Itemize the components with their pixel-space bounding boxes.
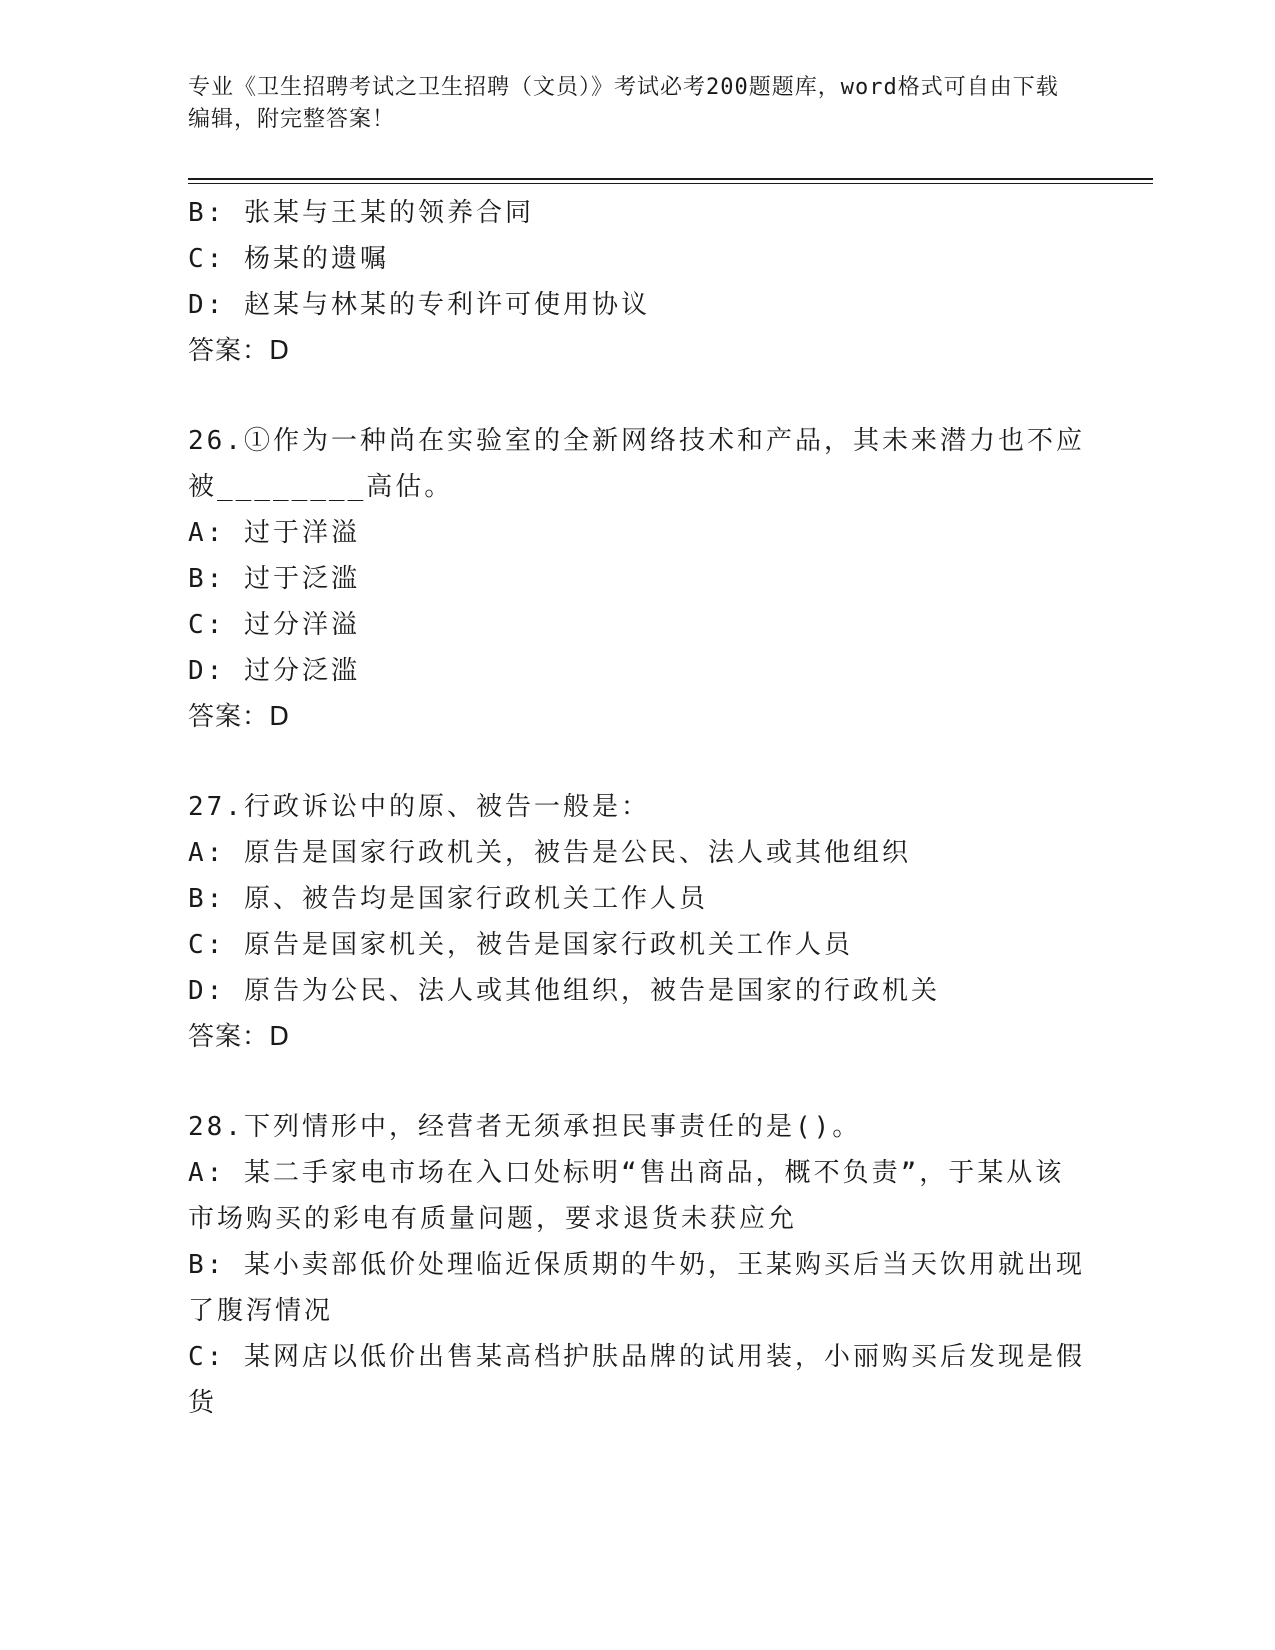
question-27 (188, 784, 1088, 1060)
document-header: 专业《卫生招聘考试之卫生招聘（文员）》考试必考200题题库，word格式可自由下载编辑，附完整答案！ (188, 75, 1059, 132)
option-c: C: 过分洋溢 (188, 610, 360, 640)
option-d: D: 赵某与林某的专利许可使用协议 (188, 290, 650, 320)
option-c: C: 某网店以低价出售某高档护肤品牌的试用装，小丽购买后发现是假货 (188, 1342, 1085, 1418)
question-28 (188, 1104, 1088, 1426)
answer-line: 答案：D (188, 336, 291, 366)
option-d: D: 过分泛滥 (188, 656, 360, 686)
option-c: C: 杨某的遗嘱 (188, 244, 389, 274)
option-b: B: 原、被告均是国家行政机关工作人员 (188, 884, 708, 914)
answer-line: 答案：D (188, 1022, 291, 1052)
answer-line: 答案：D (188, 702, 291, 732)
option-d: D: 原告为公民、法人或其他组织，被告是国家的行政机关 (188, 976, 940, 1006)
option-a: A: 原告是国家行政机关，被告是公民、法人或其他组织 (188, 838, 911, 868)
option-a: A: 某二手家电市场在入口处标明“售出商品，概不负责”，于某从该市场购买的彩电有质量问题，要求退货未获应允 (188, 1158, 1065, 1234)
spacer (188, 740, 1088, 784)
option-b: B: 某小卖部低价处理临近保质期的牛奶，王某购买后当天饮用就出现了腹泻情况 (188, 1250, 1085, 1326)
question-stem: 28.下列情形中，经营者无须承担民事责任的是()。 (188, 1112, 862, 1142)
option-a: A: 过于洋溢 (188, 518, 360, 548)
header-divider-thick (188, 178, 1153, 180)
question-stem: 27.行政诉讼中的原、被告一般是： (188, 792, 650, 822)
header-divider-thin (188, 183, 1153, 184)
spacer (188, 374, 1088, 418)
question-25-continuation (188, 190, 1088, 374)
option-c: C: 原告是国家机关，被告是国家行政机关工作人员 (188, 930, 853, 960)
spacer (188, 1060, 1088, 1104)
question-content (188, 190, 1088, 1426)
option-b: B: 过于泛滥 (188, 564, 360, 594)
question-stem: 26.①作为一种尚在实验室的全新网络技术和产品，其未来潜力也不应被________高估。 (188, 426, 1085, 502)
option-b: B: 张某与王某的领养合同 (188, 198, 534, 228)
question-26 (188, 418, 1088, 740)
